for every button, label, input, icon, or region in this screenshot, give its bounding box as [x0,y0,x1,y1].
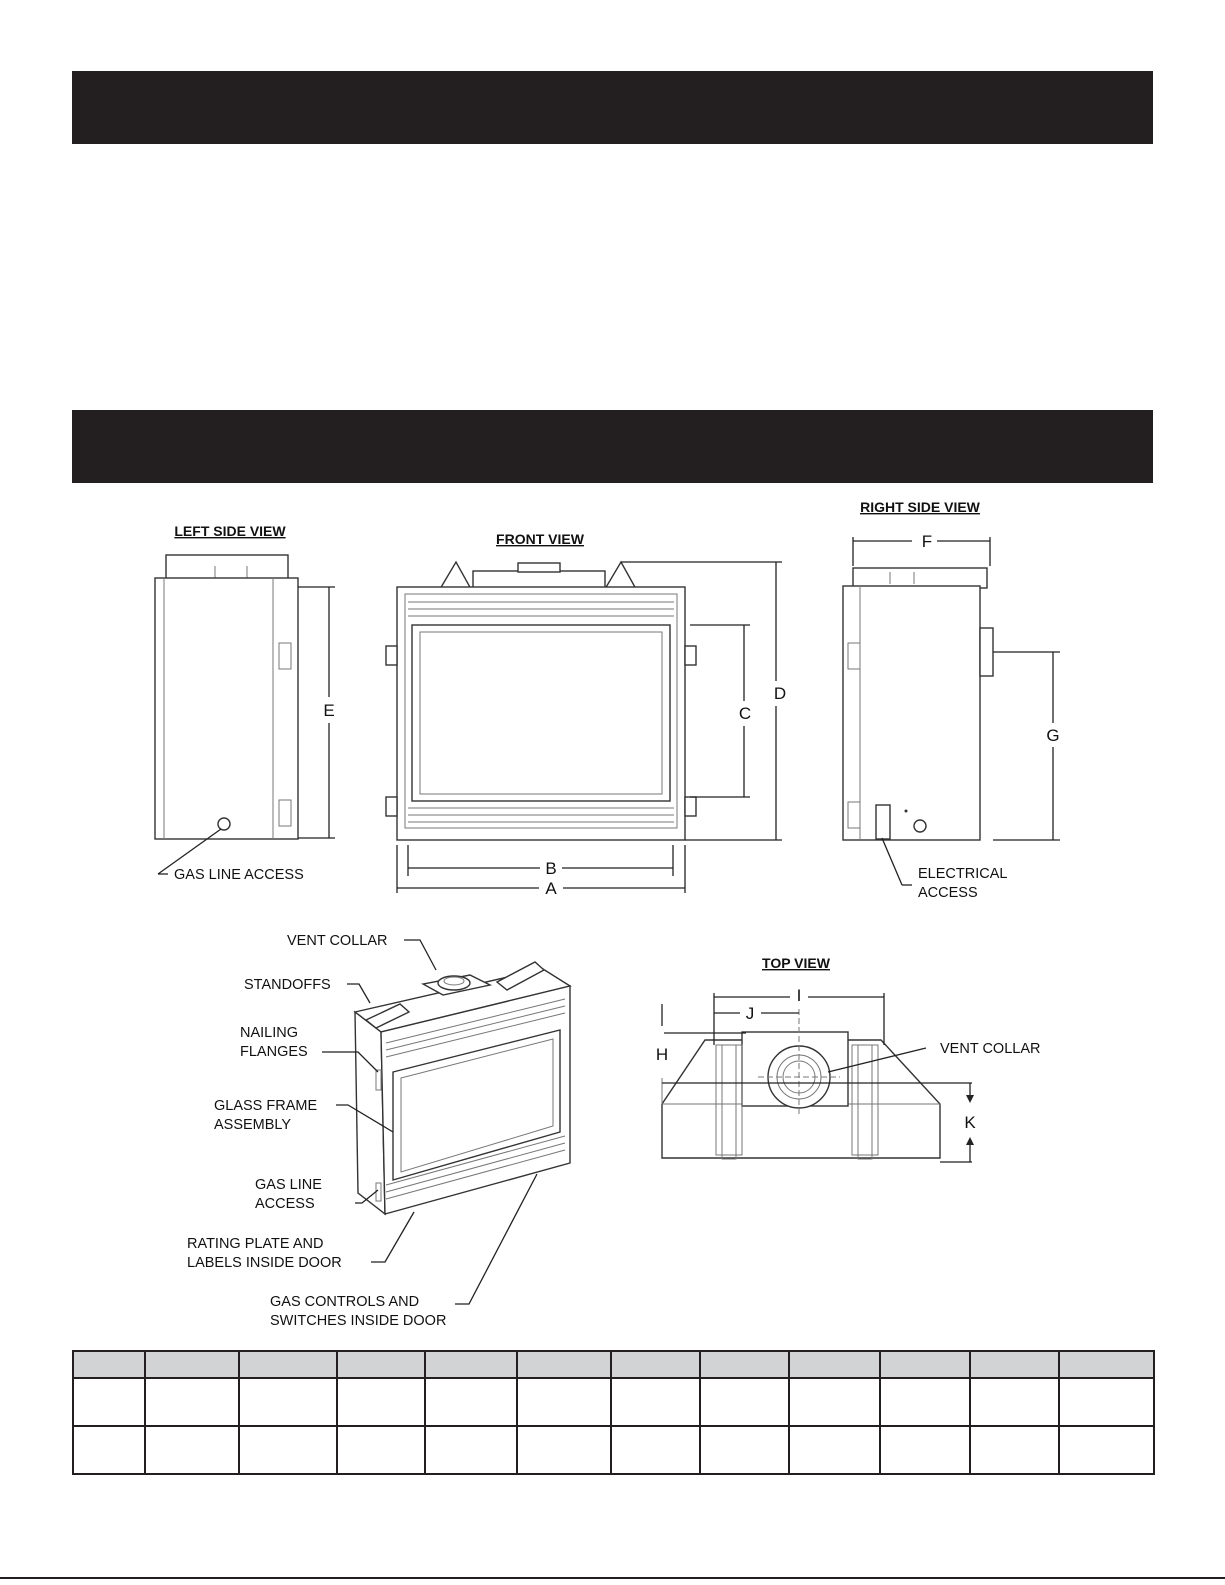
table-cell [1059,1378,1154,1426]
table-header-cell [425,1351,517,1378]
top-view [656,955,1041,1162]
dimension-label-i: I [796,986,802,1005]
table-cell [337,1426,425,1474]
gas-line-access-iso-label-line2: ACCESS [255,1196,315,1212]
vent-collar-label: VENT COLLAR [287,933,388,949]
table-cell [789,1378,880,1426]
table-cell [611,1378,700,1426]
table-cell [145,1426,239,1474]
dimension-table [72,1350,1155,1475]
electrical-access-label-line1: ELECTRICAL [918,866,1008,882]
table-cell [970,1378,1059,1426]
right-side-view-title: RIGHT SIDE VIEW [860,499,980,515]
dimension-label-d: D [773,684,787,703]
glass-frame-label-line2: ASSEMBLY [214,1117,292,1133]
gas-controls-label-line2: SWITCHES INSIDE DOOR [270,1313,447,1329]
front-view-title: FRONT VIEW [496,531,584,547]
isometric-view [187,933,570,1329]
rating-plate-label-line1: RATING PLATE AND [187,1236,324,1252]
dimension-label-k: K [964,1113,976,1132]
table-cell [1059,1426,1154,1474]
top-view-title: TOP VIEW [762,955,830,971]
table-cell [425,1426,517,1474]
left-side-view-title: LEFT SIDE VIEW [174,523,286,539]
table-cell [880,1378,970,1426]
table-row [73,1378,1154,1426]
dimension-label-e: E [323,701,335,720]
left-side-view [155,523,335,883]
dimension-label-f: F [921,532,933,551]
table-cell [700,1378,789,1426]
table-cell [73,1378,145,1426]
nailing-flanges-label-line1: NAILING [240,1025,299,1041]
table-cell [700,1426,789,1474]
dimension-label-j: J [745,1004,755,1023]
table-header-cell [880,1351,970,1378]
table-cell [611,1426,700,1474]
table-cell [239,1378,337,1426]
rating-plate-label-line2: LABELS INSIDE DOOR [187,1255,342,1271]
table-header-cell [517,1351,611,1378]
dimension-label-g: G [1046,726,1060,745]
table-cell [880,1426,970,1474]
table-cell [73,1426,145,1474]
gas-line-access-label: GAS LINE ACCESS [174,867,304,883]
table-header-cell [611,1351,700,1378]
table-cell [337,1378,425,1426]
table-header-cell [73,1351,145,1378]
table-cell [425,1378,517,1426]
table-row [73,1426,1154,1474]
table-header-cell [700,1351,789,1378]
table-cell [970,1426,1059,1474]
table-header-cell [970,1351,1059,1378]
top-vent-collar-label: VENT COLLAR [940,1041,1041,1057]
table-cell [517,1426,611,1474]
table-header-row [73,1351,1154,1378]
gas-line-access-iso-label-line1: GAS LINE [255,1177,322,1193]
nailing-flanges-label-line2: FLANGES [240,1044,308,1060]
front-view [386,531,786,898]
standoffs-label: STANDOFFS [244,977,331,993]
glass-frame-label-line1: GLASS FRAME [214,1098,318,1114]
footer-rule [0,1577,1225,1579]
table-cell [145,1378,239,1426]
dimension-label-h: H [655,1045,669,1064]
table-cell [239,1426,337,1474]
gas-controls-label-line1: GAS CONTROLS AND [270,1294,420,1310]
dimension-label-a: A [545,879,557,898]
table-cell [789,1426,880,1474]
table-header-cell [239,1351,337,1378]
table-header-cell [789,1351,880,1378]
dimension-label-b: B [545,859,557,878]
electrical-access-label-line2: ACCESS [918,885,978,901]
dimension-label-c: C [738,704,752,723]
right-side-view [843,499,1060,901]
table-cell [517,1378,611,1426]
table-header-cell [1059,1351,1154,1378]
table-header-cell [337,1351,425,1378]
table-header-cell [145,1351,239,1378]
